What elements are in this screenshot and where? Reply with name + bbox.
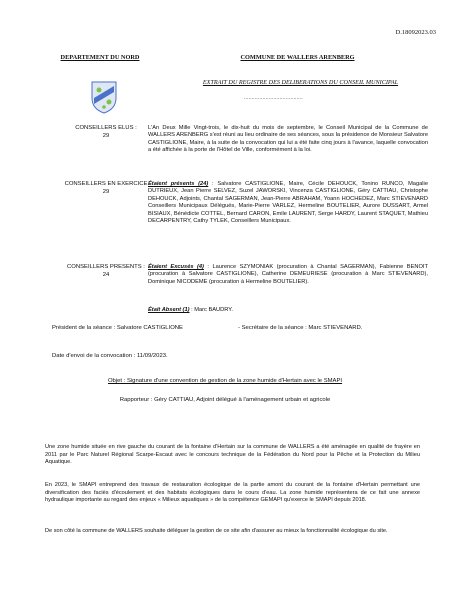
dotted-separator: ......................................: [244, 96, 303, 101]
rapporteur-line: Rapporteur : Géry CATTIAU, Adjoint délégué à l'aménagement urbain et agricole: [119, 397, 331, 403]
excuses-paragraph: Étaient Excusés (4) : Laurence SZYMONIAK (procuration à Chantal SAGERMAN), Fabienne BENOIT (procuration à Salvatore CASTIGLIONE), Catherine DEMEURIESE (procuration à Marc STIEVENARD), Dominique NICODEME (procuration à Hermeline BOUTELIER).: [148, 264, 428, 285]
department-heading: DEPARTEMENT DU NORD: [60, 54, 140, 61]
absent-paragraph: Était Absent (1) : Marc BAUDRY.: [148, 307, 233, 313]
conseillers-presents-label: CONSEILLERS PRESENTS : 24: [67, 264, 145, 278]
coat-of-arms-icon: [90, 80, 118, 114]
convocation-date: Date d'envoi de la convocation : 11/09/2023.: [52, 353, 168, 359]
body-paragraph-2: En 2023, le SMAPI entreprend des travaux de restauration écologique de la partie amont du courant de la fontaine d'Hertain permettant une diversification des faciès d'écoulement et des habitats écologiques dans le cours d'eau. La zone humide représentera de ce fait une annexe hydraulique importante au regard des enjeux « Milieux aquatiques » de la compétence GEMAPI qu'exerce le SMAPI depuis 2018.: [45, 482, 420, 503]
absent-heading: Était Absent (1): [148, 307, 190, 313]
secretaire-seance: - Secrétaire de la séance : Marc STIEVENARD.: [238, 325, 363, 331]
body-paragraph-3: De son côté la commune de WALLERS souhaite déléguer la gestion de ce site afin d'assurer au mieux la fonctionnalité écologique du site.: [45, 528, 388, 534]
conseillers-exercice-label: CONSEILLERS EN EXERCICE 29: [64, 181, 148, 195]
extrait-heading: EXTRAIT DU REGISTRE DES DELIBERATIONS DU CONSEIL MUNICIPAL: [202, 79, 399, 86]
excuses-heading: Étaient Excusés (4): [148, 264, 204, 270]
body-paragraph-1: Une zone humide située en rive gauche du courant de la fontaine d'Hertain sur la commune de WALLERS a été aménagée en qualité de frayère en 2011 par le Parc Naturel Régional Scarpe-Escaut avec le concours technique de la Fédération du Nord pour la Pêche et la Protection du Milieu Aquatique.: [45, 444, 420, 465]
presents-paragraph: Étaient présents (24) : Salvatore CASTIGLIONE, Maire, Cécile DEHOUCK, Tonino RUNCO, Magalie DUTRIEUX, Jean Pierre SELVEZ, Suzel JAWORSKI, Vincenza CASTIGLIONE, Géry CATTIAU, Christophe DEHOUCK, Adjoints, Chantal SAGERMAN, Jean-Pierre ABRAHAM, Yoann HOCHEDEZ, Marc STIEVENARD Conseillers Municipaux Délégués, Marie-Pierre VARLEZ, Hermeline BOUTELIER, Aurore DUSSART, Armel BISIAUX, Bénédicte COTTEL, Bernard CARON, Emile LAURENT, Serge HARDY, Laurent STAQUET, Mathieu DECARPENTRY, Cathy TYLEK, Conseillers Municipaux.: [148, 181, 428, 225]
president-seance: Président de la séance : Salvatore CASTIGLIONE: [52, 325, 183, 331]
objet-title: Objet : Signature d'une convention de gestion de la zone humide d'Hertain avec le SMAPI: [107, 378, 343, 384]
document-reference: D.18092023.03: [395, 29, 436, 36]
presents-heading: Étaient présents (24): [148, 181, 209, 187]
commune-heading: COMMUNE DE WALLERS ARENBERG: [240, 54, 355, 61]
convocation-paragraph: L'An Deux Mille Vingt-trois, le dix-huit du mois de septembre, le Conseil Municipal de la Commune de WALLERS ARENBERG s'est réuni au lieu ordinaire de ses séances, sous la présidence de Monsieur Salvatore CASTIGLIONE, Maire, à la suite de la convocation qui lui a été faite cinq jours à l'avance, laquelle convocation a été affichée à la porte de l'Hôtel de Ville, conformément à la loi.: [148, 125, 428, 154]
conseillers-elus-label: CONSEILLERS ELUS : 29: [75, 125, 137, 139]
